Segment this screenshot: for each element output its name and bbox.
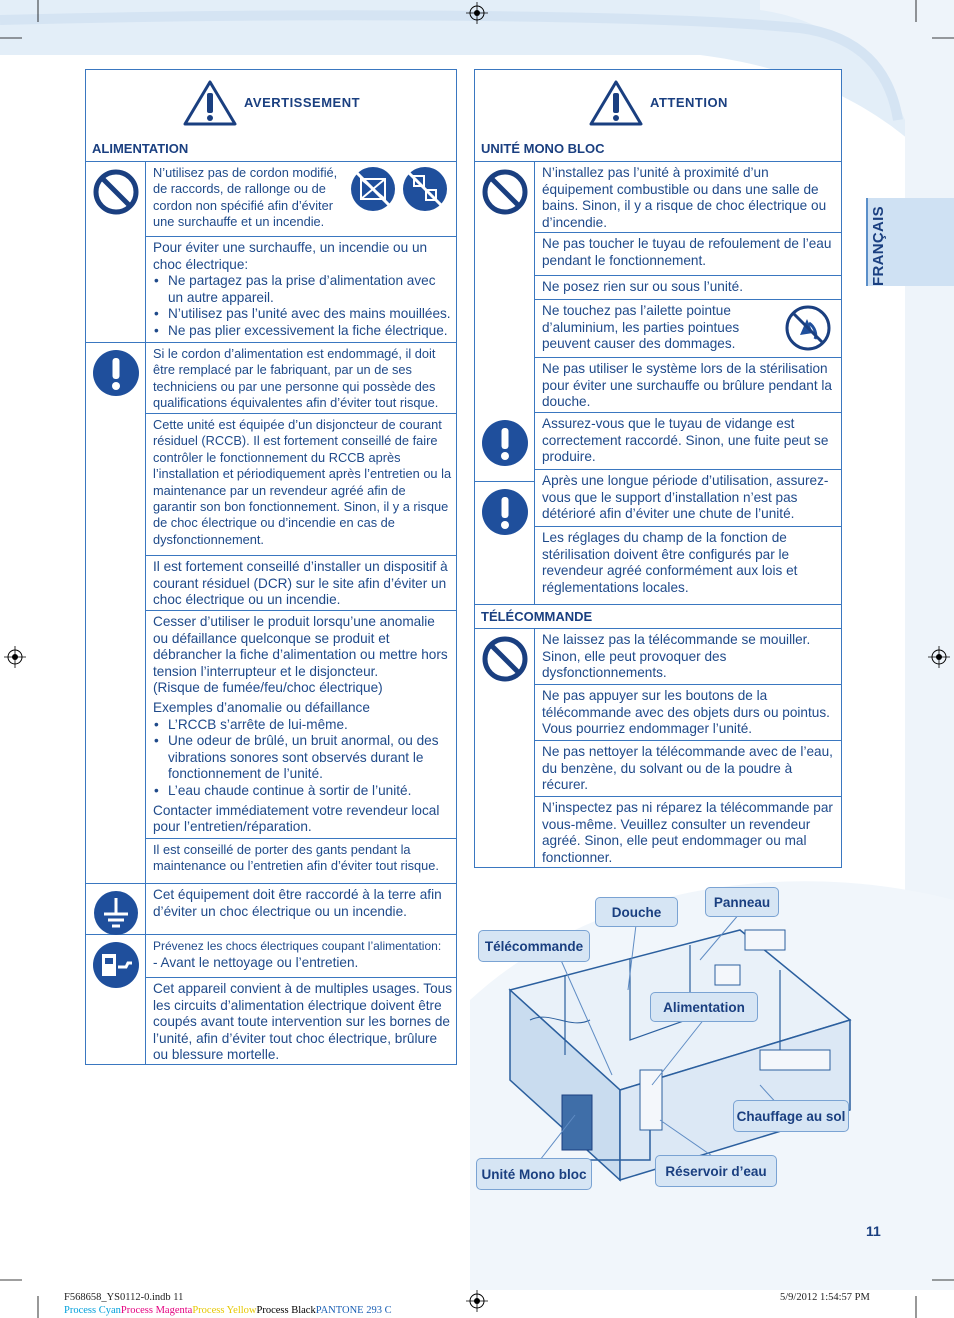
caution-cell-sterilisation: Ne pas utiliser le système lors de la stérilisation pour éviter une surchauffe ou brûlure pendant la douche. [535, 358, 841, 413]
caution-cell-install: N’installez pas l’unité à proximité d’un équipement combustible ou dans une salle de bains. Sinon, il y a risque de choc électrique ou d’incendie. [535, 162, 841, 233]
callout-panneau: Panneau [705, 887, 779, 917]
list-item: • L’eau chaude continue à sortir de l’unité. [153, 783, 452, 800]
warning-cell-rccb: Cette unité est équipée d’un disjoncteur de courant résiduel (RCCB). Il est fortement conseillé de faire contrôler le fonctionnement du RCCB après l’installation et périodiquement après l’entretien ou la maintenance par un revendeur agréé afin de garantir son bon fonctionnement. Sinon, il y a risque de choc électrique ou d’incendie en cas de dysfonctionnement. [146, 414, 456, 556]
callout-reservoir: Réservoir d’eau [655, 1155, 777, 1187]
process-yellow: Process Yellow [192, 1305, 257, 1316]
footer-file: F568658_YS0112-0.indb 11 [64, 1292, 184, 1303]
list-item: • L’RCCB s’arrête de lui-même. [153, 717, 452, 734]
warning-cell-multi-usage: Cet appareil convient à de multiples usages. Tous les circuits d’alimentation électrique doivent être coupés avant toute intervention sur les bornes de l’unité, afin d’éviter tout choc électrique, brûlure ou blessure mortelle. [153, 981, 452, 1063]
process-black: Process Black [256, 1305, 316, 1316]
warning-cell-overheat: Pour éviter une surchauffe, un incendie ou un choc électrique: • Ne partagez pas la prise d’alimentation avec un autre appareil. • N’utilisez pas l’unité avec des mains mouillées. • Ne pas plier excessivement la fiche électrique. [146, 237, 456, 343]
caution-cell-remote-wet: Ne laissez pas la télécommande se mouiller. Sinon, elle peut provoquer des dysfonctionnements. [535, 629, 841, 685]
caution-cell-field-settings: Les réglages du champ de la fonction de stérilisation doivent être configurés par le revendeur agréé conformément aux lois et réglementations locales. [535, 527, 841, 605]
list-item: • Ne pas plier excessivement la fiche électrique. [153, 323, 452, 340]
list-item: • N’utilisez pas l’unité avec des mains mouillées. [153, 306, 452, 323]
caution-cell-bracket: Après une longue période d’utilisation, assurez-vous que le support d’installation n’est pas détérioré afin d’éviter une chute de l’unité. [535, 470, 841, 527]
section-alimentation: ALIMENTATION [86, 135, 456, 162]
caution-cell-remote-clean: Ne pas nettoyer la télécommande avec de l’eau, du benzène, du solvant ou de la poudre à récurer. [535, 741, 841, 797]
process-magenta: Process Magenta [120, 1305, 193, 1316]
footer-date: 5/9/2012 1:54:57 PM [780, 1292, 870, 1303]
pantone: PANTONE 293 C [315, 1305, 392, 1316]
section-telecommande: TÉLÉCOMMANDE [475, 605, 841, 629]
callout-alimentation: Alimentation [650, 992, 758, 1022]
caution-cell-remote-press: Ne pas appuyer sur les boutons de la télécommande avec des objets durs ou pointus. Vous pourriez endommager l’unité. [535, 685, 841, 741]
warning-cell-dcr: Il est fortement conseillé d’installer un dispositif à courant résiduel (DCR) sur le site afin d’éviter un choc électrique ou un incendie. [146, 556, 456, 611]
warning-cell-ground: Cet équipement doit être raccordé à la terre afin d’éviter un choc électrique ou un incendie. [146, 884, 456, 935]
callout-chauffage: Chauffage au sol [733, 1100, 849, 1132]
list-item: • Ne partagez pas la prise d’alimentation avec un autre appareil. [153, 273, 452, 306]
caution-cell-pipe: Ne pas toucher le tuyau de refoulement de l’eau pendant le fonctionnement. [535, 233, 841, 276]
caution-cell-remote-repair: N’inspectez pas ni réparez la télécommande par vous-même. Veuillez consulter un revendeur agréé. Sinon, elle peut endommager ou mal fonctionner. [542, 800, 833, 865]
process-cyan: Process Cyan [64, 1305, 121, 1316]
footer-process-colors [64, 1305, 392, 1316]
caution-cell-drain: Assurez-vous que le tuyau de vidange est correctement raccordé. Sinon, une fuite peut se produire. [535, 413, 841, 470]
warning-cell-damaged-cord: Si le cordon d’alimentation est endommagé, il doit être remplacé par le fabriquant, par un de ses techniciens ou par une personne qui possède des qualifications équivalentes afin d’éviter tout risque. [146, 343, 456, 414]
warning-cell-gloves: Il est conseillé de porter des gants pendant la maintenance ou l’entretien afin d’éviter tout risque. [146, 839, 456, 884]
warning-title: AVERTISSEMENT [243, 95, 361, 110]
list-item: • Une odeur de brûlé, un bruit anormal, ou des vibrations sonores sont observés durant le fonctionnement de l’unité. [153, 733, 452, 783]
section-unite-mono-bloc: UNITÉ MONO BLOC [475, 135, 841, 162]
caution-title: ATTENTION [650, 95, 728, 110]
callout-telecommande: Télécommande [478, 930, 590, 962]
warning-cell-anomaly: Cesser d’utiliser le produit lorsqu’une anomalie ou défaillance quelconque se produit et débrancher la fiche d’alimentation ou mettre hors tension l’interrupteur et le disjoncteur. (Risque de fumée/feu/choc électrique) Exemples d’anomalie ou défaillance • L’RCCB s’arrête de lui-même. • Une odeur de brûlé, un bruit anormal, ou des vibrations sonores sont observés durant le fonctionnement de l’unité. • L’eau chaude continue à sortir de l’unité. Contacter immédiatement votre revendeur local pour l’entretien/réparation. [146, 611, 456, 839]
warning-cell-power-off: Prévenez les chocs électriques coupant l’alimentation: - Avant le nettoyage ou l’entretien. [146, 935, 456, 978]
page-number: 11 [866, 1223, 881, 1239]
language-tab-label: FRANÇAIS [870, 206, 887, 286]
caution-cell-nothing-on-unit: Ne posez rien sur ou sous l’unité. [535, 276, 841, 300]
callout-unite-mono-bloc: Unité Mono bloc [476, 1158, 592, 1190]
caution-cell-fin: Ne touchez pas l’ailette pointue d’aluminium, les parties pointues peuvent causer des dommages. [535, 300, 841, 358]
warning-cell-cord: N’utilisez pas de cordon modifié, de raccords, de rallonge ou de cordon non spécifié afin d’éviter une surchauffe et un incendie. [146, 162, 456, 237]
callout-douche: Douche [595, 897, 678, 927]
